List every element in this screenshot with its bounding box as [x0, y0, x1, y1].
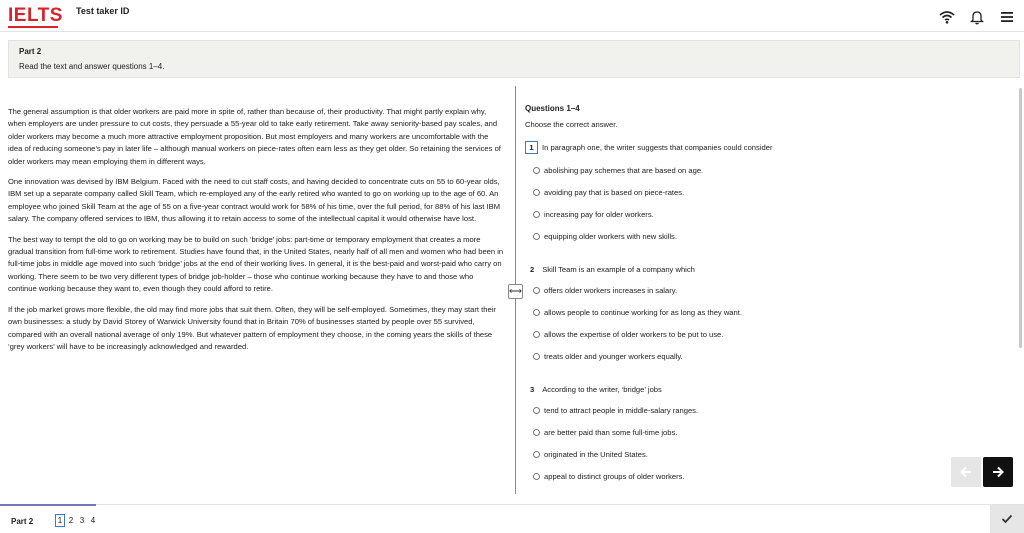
menu-icon[interactable] [998, 8, 1016, 26]
option-label: offers older workers increases in salary. [544, 286, 678, 295]
question-stem [525, 385, 1015, 394]
question-1 [525, 141, 1015, 241]
footer-accent-bar [0, 504, 96, 506]
question-number: 2 [530, 265, 535, 274]
next-button[interactable] [983, 457, 1013, 487]
question-page-3[interactable]: 3 [79, 516, 85, 525]
answer-option[interactable] [525, 232, 1015, 241]
part-instruction: Read the text and answer questions 1–4. [19, 62, 165, 71]
test-taker-id-label: Test taker ID [76, 6, 130, 16]
answer-option[interactable] [525, 188, 1015, 197]
previous-button[interactable] [951, 457, 981, 487]
question-stem [525, 265, 1015, 274]
part-banner [8, 40, 1020, 78]
answer-option[interactable] [525, 428, 1015, 437]
option-label: are better paid than some full-time jobs. [544, 428, 678, 437]
radio-button[interactable] [533, 331, 540, 338]
questions-heading: Questions 1–4 [525, 104, 580, 113]
radio-button[interactable] [533, 287, 540, 294]
question-3 [525, 385, 1015, 481]
answer-option[interactable] [525, 210, 1015, 219]
wifi-icon[interactable] [938, 8, 956, 26]
radio-button[interactable] [533, 189, 540, 196]
checkmark-icon [1001, 514, 1013, 524]
radio-button[interactable] [533, 429, 540, 436]
option-label: treats older and younger workers equally. [544, 352, 683, 361]
question-stem [525, 141, 1015, 154]
option-label: allows people to continue working for as long as they want. [544, 308, 742, 317]
option-label: allows the expertise of older workers to be put to use. [544, 330, 724, 339]
part-title: Part 2 [19, 47, 42, 56]
answer-option[interactable] [525, 166, 1015, 175]
answer-option[interactable] [525, 308, 1015, 317]
resize-handle-icon[interactable]: ⟷ [508, 284, 523, 299]
ielts-logo: IELTS [8, 5, 63, 26]
radio-button[interactable] [533, 353, 540, 360]
arrow-left-icon [959, 465, 973, 479]
radio-button[interactable] [533, 233, 540, 240]
option-label: abolishing pay schemes that are based on age. [544, 166, 704, 175]
radio-button[interactable] [533, 473, 540, 480]
option-label: avoiding pay that is based on piece-rates. [544, 188, 685, 197]
option-label: increasing pay for older workers. [544, 210, 654, 219]
bell-icon[interactable] [968, 8, 986, 26]
answer-option[interactable] [525, 406, 1015, 415]
questions-instruction: Choose the correct answer. [525, 120, 618, 129]
option-label: tend to attract people in middle-salary ranges. [544, 406, 699, 415]
question-text: According to the writer, ‘bridge’ jobs [542, 385, 662, 394]
footer-part-label[interactable]: Part 2 [11, 517, 34, 526]
footer-nav [0, 504, 1024, 533]
questions-panel [525, 104, 1015, 496]
questions-scrollbar[interactable] [1019, 88, 1022, 348]
radio-button[interactable] [533, 407, 540, 414]
passage-paragraph: The best way to tempt the old to go on working may be to build on such ‘bridge’ jobs: part-time or temporary employment that creates a more gradual transition from full-time work to retirement. Studies have found that, in the United States, nearly half of all men and women who had been in full-time jobs in middle age moved into such ‘bridge’ jobs at the end of their working lives. In general, it is the best-paid and worst-paid who carry on working. There seem to be two very different types of bridge job-holder – those who continue working because they have to and those who continue working because they want to, even though they could afford to retire. [8, 234, 504, 294]
question-page-1[interactable]: 1 [55, 514, 65, 527]
option-label: equipping older workers with new skills. [544, 232, 677, 241]
question-page-4[interactable]: 4 [90, 516, 96, 525]
passage-paragraph: One innovation was devised by IBM Belgium. Faced with the need to cut staff costs, and having decided to concentrate cuts on 55 to 60-year olds, IBM set up a separate company called Skill Team, which re-employed any of the early retired who wanted to go on working up to the age of 60. An employee who joined Skill Team at the age of 55 on a five-year contract would work for 58% of his time, over the full period, for 88% of his last IBM salary. The company offered services to IBM, thus allowing it to retain access to some of the intellectual capital it would otherwise have lost. [8, 177, 501, 224]
answer-option[interactable] [525, 472, 1015, 481]
option-label: originated in the United States. [544, 450, 648, 459]
question-number: 3 [530, 385, 535, 394]
option-label: appeal to distinct groups of older workers. [544, 472, 685, 481]
question-2 [525, 265, 1015, 361]
question-page-2[interactable]: 2 [68, 516, 74, 525]
radio-button[interactable] [533, 451, 540, 458]
radio-button[interactable] [533, 167, 540, 174]
logo-underline [8, 26, 58, 28]
passage-paragraph: The general assumption is that older workers are paid more in spite of, rather than because of, their productivity. That might partly explain why, when employers are under pressure to cut costs, they persuade a 55-year old to take early retirement. Take away seniority-based pay scales, and older workers may become a much more attractive employment proposition. But most employers and many workers are uncomfortable with the idea of reducing someone’s pay in later life – although manual workers on piece-rates often earn less as they get older. So retaining the services of older workers may mean employing them in different ways. [8, 107, 501, 166]
question-text: In paragraph one, the writer suggests that companies could consider [542, 143, 773, 152]
submit-check-button[interactable] [990, 505, 1024, 533]
answer-option[interactable] [525, 330, 1015, 339]
arrow-right-icon [991, 465, 1005, 479]
radio-button[interactable] [533, 309, 540, 316]
passage-paragraph: If the job market grows more flexible, the old may find more jobs that suit them. Often, they will be self-employed. Sometimes, they may start their own businesses: a study by David Storey of Warwick University found that in Britain 70% of businesses started by people over 55 survived, compared with an overall national average of only 19%. But whatever pattern of employment they choose, in the coming years the skills of these ‘grey workers’ will have to be increasingly acknowledged and rewarded. [8, 304, 496, 351]
question-page-list [55, 514, 99, 527]
answer-option[interactable] [525, 352, 1015, 361]
answer-option[interactable] [525, 286, 1015, 295]
question-number: 1 [525, 141, 538, 154]
question-text: Skill Team is an example of a company which [542, 265, 695, 274]
answer-option[interactable] [525, 450, 1015, 459]
radio-button[interactable] [533, 211, 540, 218]
reading-passage [8, 106, 504, 361]
top-header [0, 0, 1024, 32]
